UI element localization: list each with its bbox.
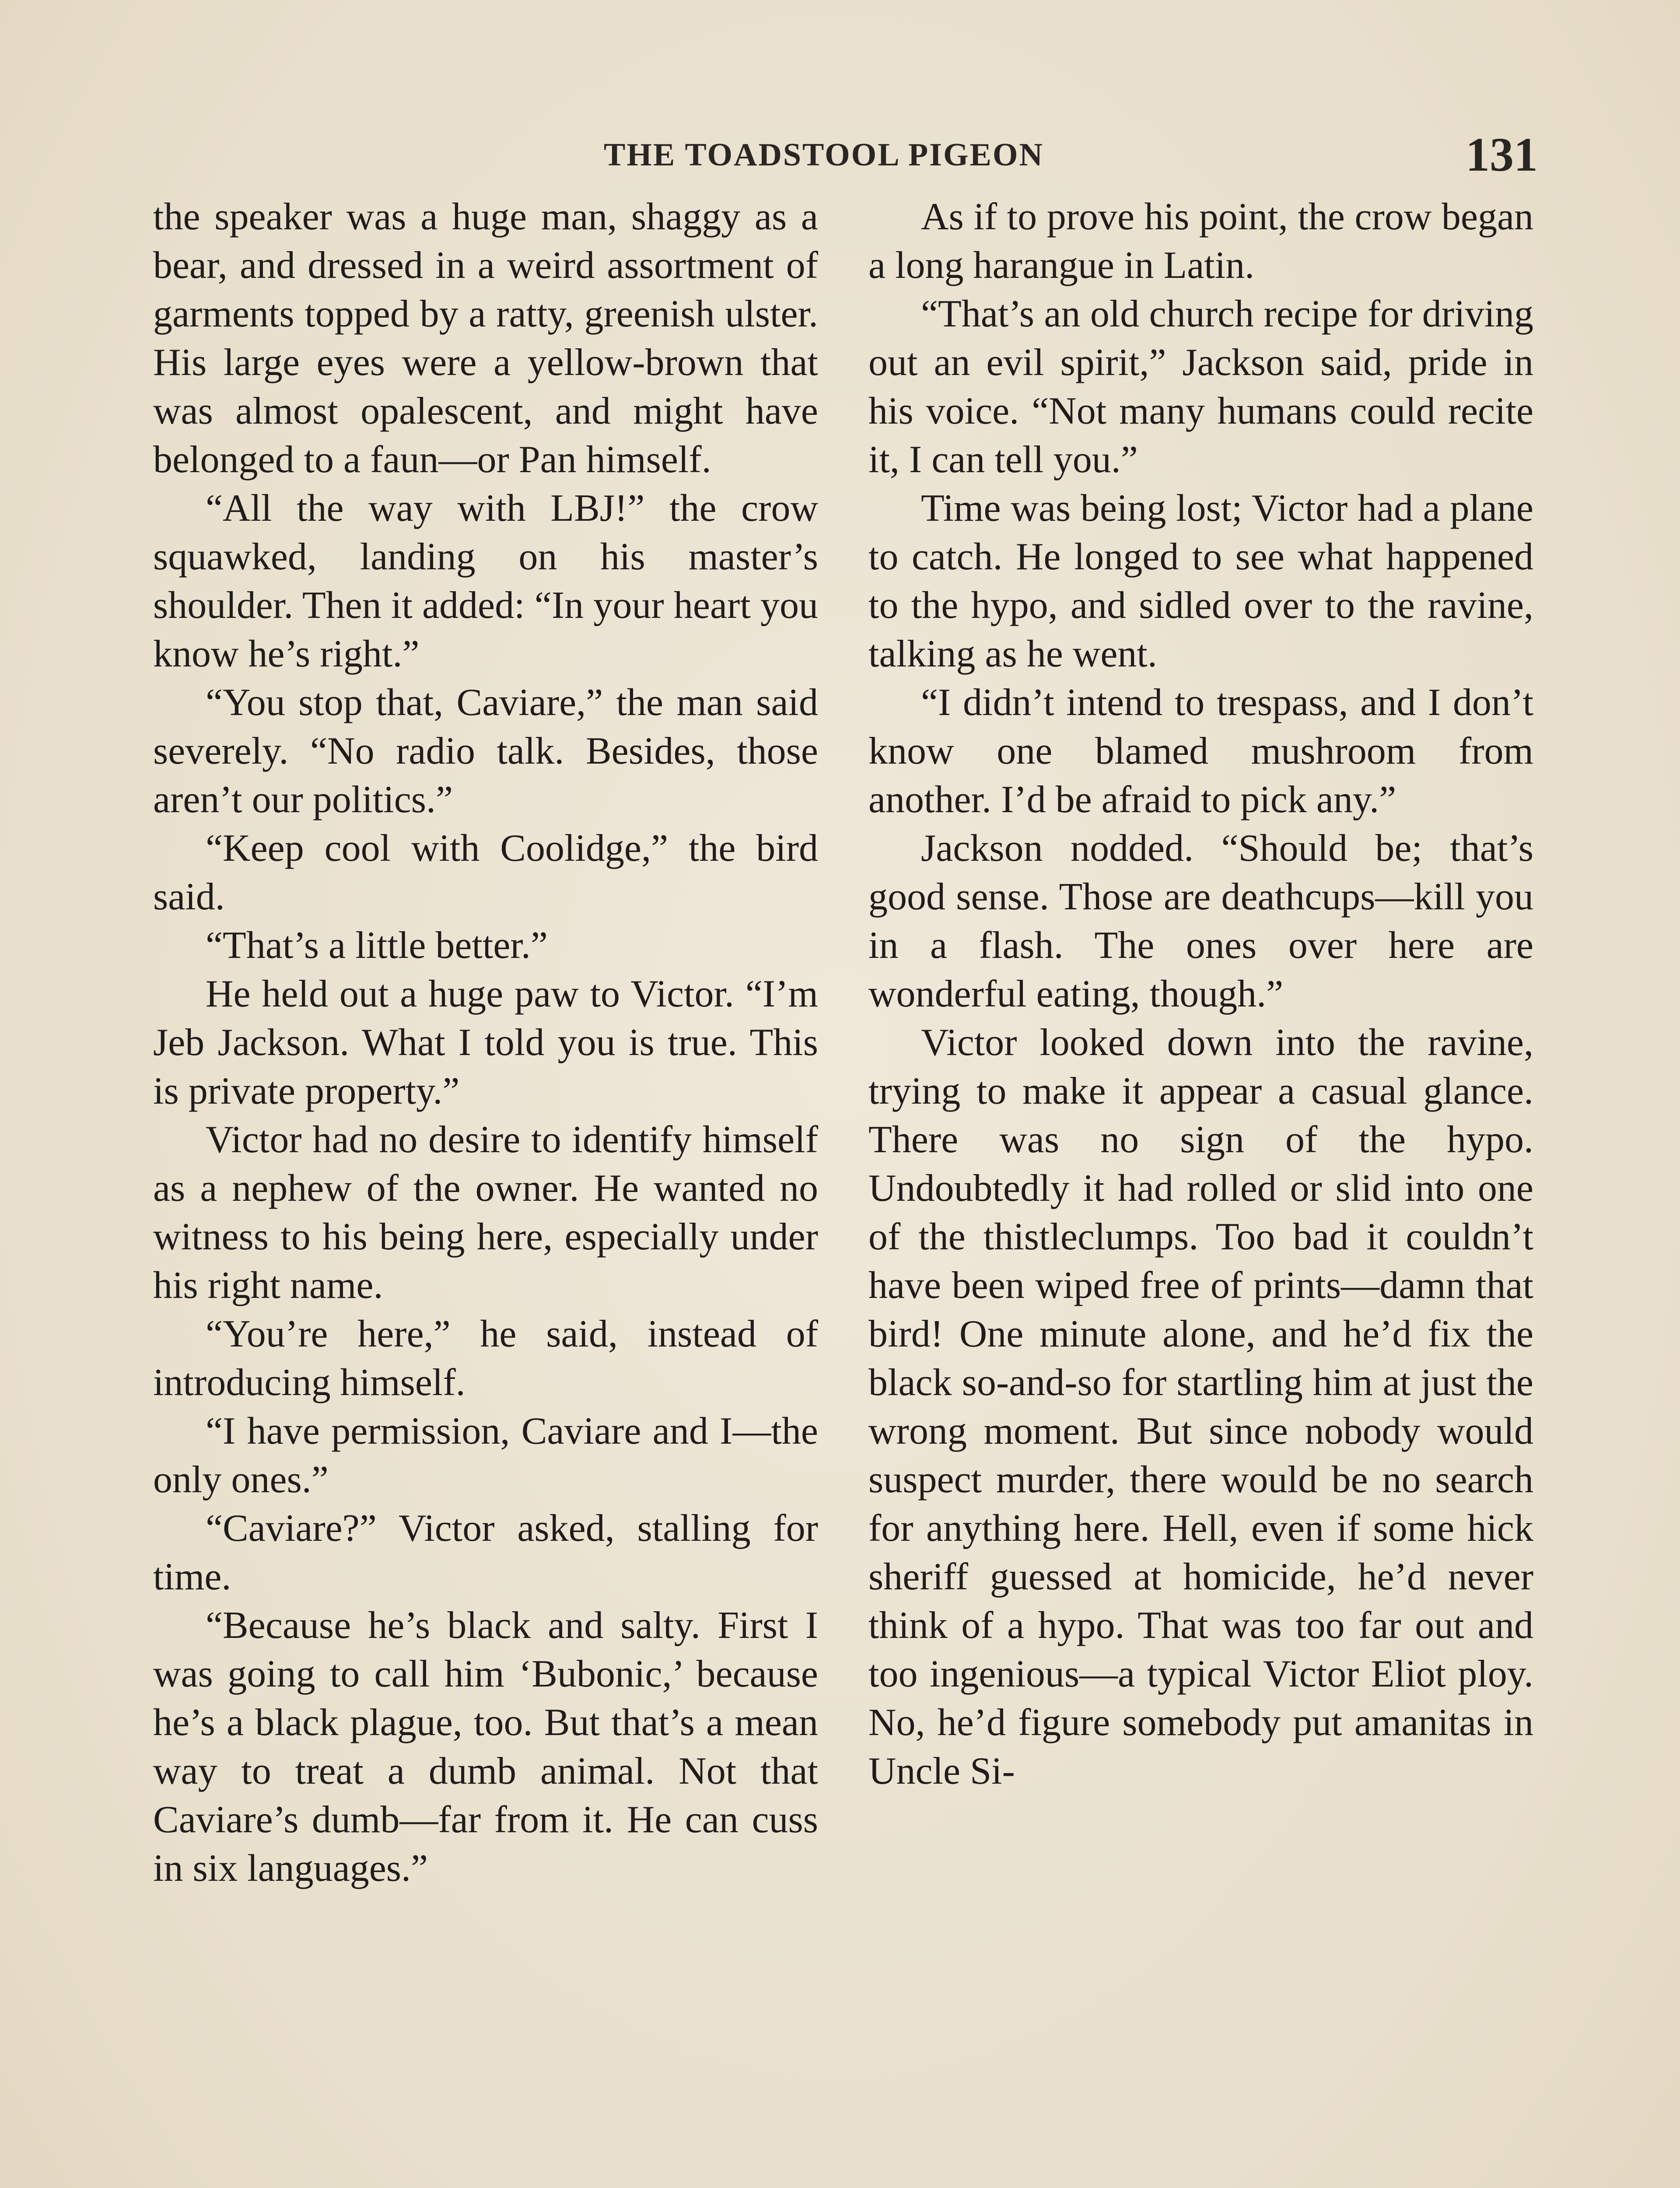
- paragraph: Time was being lost; Victor had a plane to catch. He longed to see what happened to the hypo, and sidled over to the ravine, talking as he went.: [868, 487, 1533, 675]
- paragraph: “Because he’s black and salty. First I was going to call him ‘Bubonic,’ because he’s a black plague, too. But that’s a mean way to treat a dumb animal. Not that Caviare’s dumb—far from it. He can cuss in six languages.”: [153, 1604, 818, 1890]
- paragraph: “Caviare?” Victor asked, stalling for time.: [153, 1507, 818, 1598]
- right-column: [868, 193, 1533, 1795]
- paragraph: Jackson nodded. “Should be; that’s good sense. Those are deathcups—kill you in a flash. The ones over here are wonderful eating, though.”: [868, 827, 1533, 1015]
- paragraph: “That’s an old church recipe for driving out an evil spirit,” Jackson said, pride in his voice. “Not many humans could recite it, I can tell you.”: [868, 293, 1533, 481]
- paragraph: “I didn’t intend to trespass, and I don’t know one blamed mushroom from another. I’d be afraid to pick any.”: [868, 681, 1533, 821]
- paragraph: “All the way with LBJ!” the crow squawked, landing on his master’s shoulder. Then it added: “In your heart you know he’s right.”: [153, 487, 818, 675]
- running-head: THE TOADSTOOL PIGEON: [604, 137, 1044, 173]
- paragraph: the speaker was a huge man, shaggy as a bear, and dressed in a weird assortment of garments topped by a ratty, greenish ulster. His large eyes were a yellow-brown that was almost opalescent, and might have belonged to a faun—or Pan himself.: [153, 196, 818, 481]
- paragraph: Victor looked down into the ravine, trying to make it appear a casual glance. There was no sign of the hypo. Undoubtedly it had rolled or slid into one of the thistleclumps. Too bad it couldn’t have been wiped free of prints—damn that bird! One minute alone, and he’d fix the black so-and-so for startling him at just the wrong moment. But since nobody would suspect murder, there would be no search for anything here. Hell, even if some hick sheriff guessed at homicide, he’d never think of a hypo. That was too far out and too ingenious—a typical Victor Eliot ploy. No, he’d figure somebody put amanitas in Uncle Si-: [868, 1021, 1533, 1792]
- paragraph: “I have permission, Caviare and I—the only ones.”: [153, 1410, 818, 1501]
- paragraph: He held out a huge paw to Victor. “I’m Jeb Jackson. What I told you is true. This is private property.”: [153, 973, 818, 1112]
- paragraph: “You stop that, Caviare,” the man said severely. “No radio talk. Besides, those aren’t our politics.”: [153, 681, 818, 821]
- paragraph: As if to prove his point, the crow began a long harangue in Latin.: [868, 196, 1533, 287]
- paragraph: Victor had no desire to identify himself as a nephew of the owner. He wanted no witness to his being here, especially under his right name.: [153, 1119, 818, 1307]
- paragraph: “Keep cool with Coolidge,” the bird said.: [153, 827, 818, 918]
- paragraph: “That’s a little better.”: [206, 924, 548, 967]
- page-number: 131: [1466, 128, 1538, 181]
- left-column: [153, 193, 818, 1893]
- paragraph: “You’re here,” he said, instead of introducing himself.: [153, 1313, 818, 1404]
